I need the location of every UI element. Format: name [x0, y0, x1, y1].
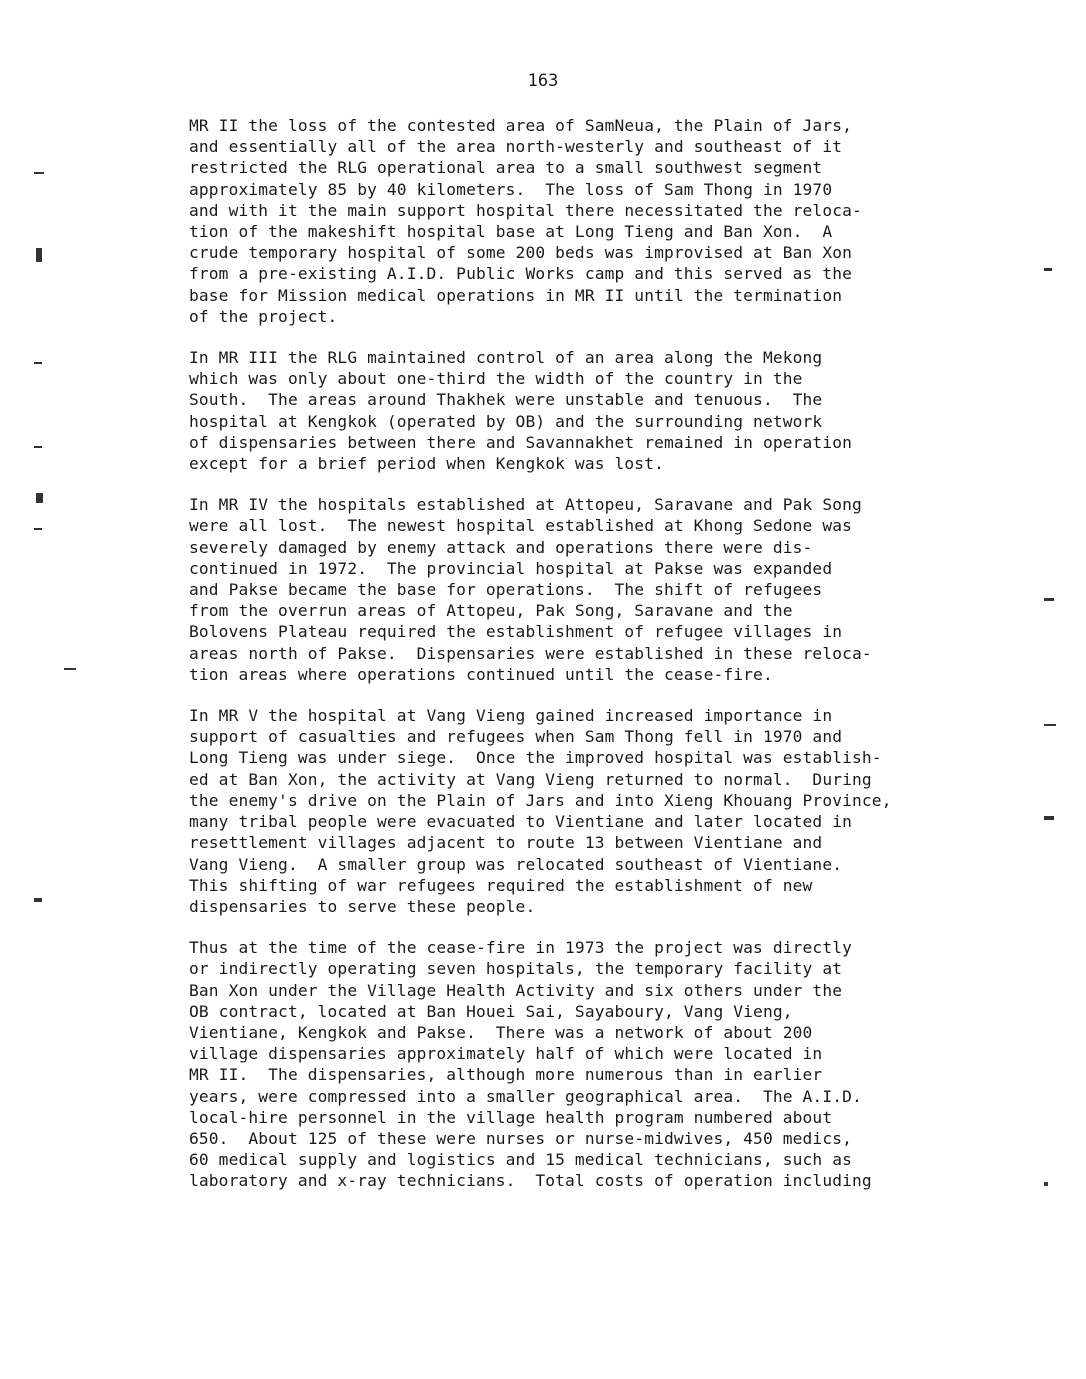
text-line: OB contract, located at Ban Houei Sai, Sayaboury, Vang Vieng, — [189, 1001, 793, 1021]
scan-speck — [36, 248, 42, 262]
text-line: In MR IV the hospitals established at Attopeu, Saravane and Pak Song — [189, 495, 862, 515]
text-line: approximately 85 by 40 kilometers. The loss of Sam Thong in 1970 — [189, 179, 833, 199]
scan-speck — [36, 493, 43, 503]
scan-speck — [34, 362, 42, 364]
paragraph-mr-v — [189, 705, 949, 917]
text-line: years, were compressed into a smaller geographical area. The A.I.D. — [189, 1086, 862, 1106]
text-line: restricted the RLG operational area to a small southwest segment — [189, 158, 823, 178]
text-line: except for a brief period when Kengkok was lost. — [189, 454, 664, 474]
scan-speck — [34, 172, 44, 174]
text-line: continued in 1972. The provincial hospital at Pakse was expanded — [189, 558, 833, 578]
text-line: laboratory and x-ray technicians. Total costs of operation including — [189, 1171, 872, 1191]
scan-speck — [1044, 598, 1054, 601]
text-line: Vang Vieng. A smaller group was relocated southeast of Vientiane. — [189, 854, 843, 874]
scan-speck — [34, 446, 42, 448]
text-line: South. The areas around Thakhek were unstable and tenuous. The — [189, 390, 823, 410]
text-line: hospital at Kengkok (operated by OB) and the surrounding network — [189, 411, 823, 431]
scan-speck — [64, 668, 76, 670]
text-line: Long Tieng was under siege. Once the improved hospital was establish- — [189, 748, 882, 768]
text-line: areas north of Pakse. Dispensaries were established in these reloca- — [189, 643, 872, 663]
text-line: severely damaged by enemy attack and operations there were dis- — [189, 537, 813, 557]
paragraph-mr-iii — [189, 347, 949, 474]
scan-speck — [1044, 1182, 1048, 1186]
text-line: of dispensaries between there and Savannakhet remained in operation — [189, 432, 853, 452]
text-line: tion of the makeshift hospital base at Long Tieng and Ban Xon. A — [189, 222, 833, 242]
text-line: and Pakse became the base for operations. The shift of refugees — [189, 580, 823, 600]
text-line: many tribal people were evacuated to Vientiane and later located in — [189, 812, 853, 832]
text-line: In MR III the RLG maintained control of an area along the Mekong — [189, 348, 823, 368]
text-line: of the project. — [189, 306, 338, 326]
paragraph-cease-fire — [189, 937, 949, 1191]
text-line: Thus at the time of the cease-fire in 1973 the project was directly — [189, 938, 853, 958]
text-line: MR II the loss of the contested area of SamNeua, the Plain of Jars, — [189, 116, 853, 135]
scan-speck — [34, 898, 42, 902]
scan-speck — [1044, 268, 1052, 271]
text-line: base for Mission medical operations in MR II until the termination — [189, 285, 843, 305]
text-line: from a pre-existing A.I.D. Public Works camp and this served as the — [189, 264, 853, 284]
text-line: MR II. The dispensaries, although more numerous than in earlier — [189, 1065, 823, 1085]
body-text — [189, 115, 949, 1212]
text-line: and with it the main support hospital there necessitated the reloca- — [189, 200, 862, 220]
text-line: dispensaries to serve these people. — [189, 896, 536, 916]
text-line: the enemy's drive on the Plain of Jars and into Xieng Khouang Province, — [189, 790, 892, 810]
text-line: support of casualties and refugees when Sam Thong fell in 1970 and — [189, 727, 843, 747]
text-line: Bolovens Plateau required the establishment of refugee villages in — [189, 622, 843, 642]
text-line: resettlement villages adjacent to route 13 between Vientiane and — [189, 833, 823, 853]
text-line: This shifting of war refugees required the establishment of new — [189, 875, 813, 895]
text-line: were all lost. The newest hospital established at Khong Sedone was — [189, 516, 853, 536]
text-line: tion areas where operations continued until the cease-fire. — [189, 664, 773, 684]
text-line: Vientiane, Kengkok and Pakse. There was a network of about 200 — [189, 1022, 813, 1042]
scan-speck — [1044, 816, 1054, 820]
text-line: or indirectly operating seven hospitals, the temporary facility at — [189, 959, 843, 979]
text-line: Ban Xon under the Village Health Activity and six others under the — [189, 980, 843, 1000]
page-number: 163 — [527, 71, 559, 91]
text-line: which was only about one-third the width of the country in the — [189, 369, 803, 389]
text-line: village dispensaries approximately half of which were located in — [189, 1044, 823, 1064]
scan-speck — [1044, 724, 1056, 726]
text-line: and essentially all of the area north-westerly and southeast of it — [189, 137, 843, 157]
text-line: In MR V the hospital at Vang Vieng gained increased importance in — [189, 706, 833, 726]
scan-speck — [34, 528, 42, 530]
paragraph-mr-iv — [189, 494, 949, 685]
text-line: ed at Ban Xon, the activity at Vang Vieng returned to normal. During — [189, 769, 872, 789]
text-line: local-hire personnel in the village health program numbered about — [189, 1107, 833, 1127]
text-line: from the overrun areas of Attopeu, Pak Song, Saravane and the — [189, 601, 793, 621]
text-line: 650. About 125 of these were nurses or nurse-midwives, 450 medics, — [189, 1128, 853, 1148]
paragraph-mr-ii — [189, 115, 949, 327]
text-line: crude temporary hospital of some 200 beds was improvised at Ban Xon — [189, 243, 853, 263]
text-line: 60 medical supply and logistics and 15 medical technicians, such as — [189, 1150, 853, 1170]
